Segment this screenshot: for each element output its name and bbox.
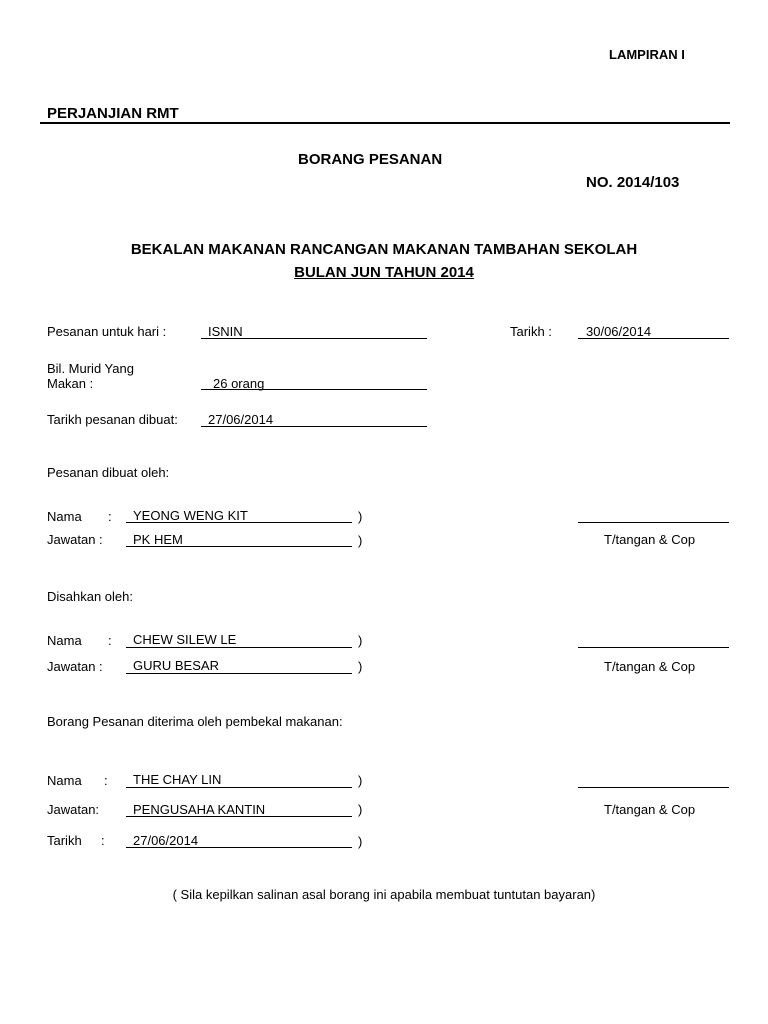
made-by-jawatan-paren: ): [358, 533, 363, 548]
appendix-label: LAMPIRAN I: [609, 47, 685, 62]
sub-title: BULAN JUN TAHUN 2014: [294, 264, 474, 281]
order-date-label: Tarikh :: [510, 324, 552, 339]
received-by-heading: Borang Pesanan diterima oleh pembekal makanan:: [47, 714, 343, 729]
received-by-tarikh-label: Tarikh: [47, 833, 82, 848]
made-by-heading: Pesanan dibuat oleh:: [47, 465, 170, 480]
approved-by-jawatan-paren: ): [358, 659, 363, 674]
order-date-value: 30/06/2014: [586, 324, 652, 339]
approved-by-jawatan-value: GURU BESAR: [133, 658, 219, 673]
sub-title-wrap: [0, 264, 768, 282]
made-by-nama-colon: :: [108, 509, 112, 524]
approved-by-heading: Disahkan oleh:: [47, 589, 133, 604]
made-by-nama-value: YEONG WENG KIT: [133, 508, 248, 523]
approved-by-jawatan-label: Jawatan :: [47, 659, 103, 674]
order-day-value: ISNIN: [208, 324, 243, 339]
received-by-signature-line: [578, 787, 729, 788]
footnote: ( Sila kepilkan salinan asal borang ini apabila membuat tuntutan bayaran): [172, 887, 596, 902]
main-title: BEKALAN MAKANAN RANCANGAN MAKANAN TAMBAHAN SEKOLAH: [130, 241, 638, 258]
agreement-title: PERJANJIAN RMT: [47, 105, 179, 122]
made-by-nama-label: Nama: [47, 509, 82, 524]
received-by-tarikh-colon: :: [101, 833, 105, 848]
approved-by-nama-line: [126, 647, 352, 648]
form-number: NO. 2014/103: [586, 174, 680, 191]
form-title: BORANG PESANAN: [298, 151, 443, 168]
header-rule: [40, 122, 730, 124]
received-by-jawatan-value: PENGUSAHA KANTIN: [133, 802, 266, 817]
approved-by-nama-label: Nama: [47, 633, 82, 648]
approved-by-nama-paren: ): [358, 633, 363, 648]
made-by-jawatan-value: PK HEM: [133, 532, 183, 547]
students-label-2: Makan :: [47, 376, 94, 391]
received-by-nama-paren: ): [358, 773, 363, 788]
made-by-signature-line: [578, 522, 729, 523]
students-value: 26 orang: [213, 376, 265, 391]
received-by-sign-label: T/tangan & Cop: [604, 802, 696, 817]
approved-by-jawatan-line: [126, 673, 352, 674]
received-by-jawatan-label: Jawatan:: [47, 802, 100, 817]
approved-by-sign-label: T/tangan & Cop: [604, 659, 696, 674]
approved-by-nama-colon: :: [108, 633, 112, 648]
received-by-jawatan-paren: ): [358, 802, 363, 817]
made-date-label: Tarikh pesanan dibuat:: [47, 412, 178, 427]
received-by-nama-label: Nama: [47, 773, 82, 788]
made-by-sign-label: T/tangan & Cop: [604, 532, 696, 547]
approved-by-nama-value: CHEW SILEW LE: [133, 632, 237, 647]
made-date-value: 27/06/2014: [208, 412, 274, 427]
received-by-tarikh-value: 27/06/2014: [133, 833, 199, 848]
received-by-nama-value: THE CHAY LIN: [133, 772, 222, 787]
made-by-jawatan-label: Jawatan :: [47, 532, 103, 547]
students-label-1: Bil. Murid Yang: [47, 361, 134, 376]
approved-by-signature-line: [578, 647, 729, 648]
received-by-tarikh-paren: ): [358, 834, 363, 849]
order-day-label: Pesanan untuk hari :: [47, 324, 167, 339]
received-by-nama-line: [126, 787, 352, 788]
received-by-nama-colon: :: [104, 773, 108, 788]
made-by-nama-paren: ): [358, 509, 363, 524]
